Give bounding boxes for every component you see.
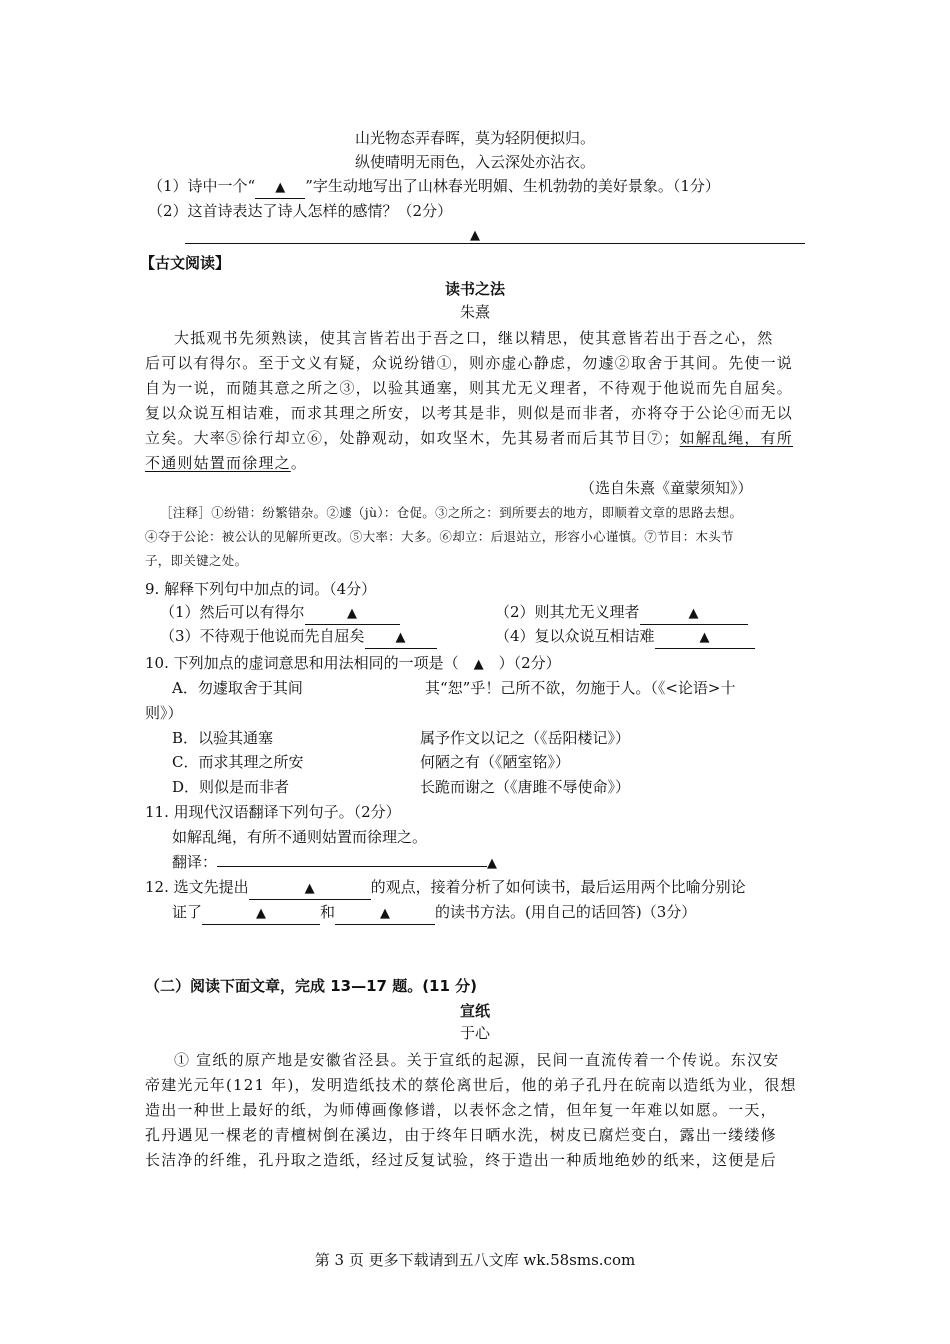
poem-line-1: 山光物态弄春晖，莫为轻阴便拟归。 [354,129,595,147]
classical-para-line-5: 立矣。大率⑤徐行却立⑥，处静观动，如攻坚木，先其易者而后其节目⑦；如解乱绳，有所 [145,429,794,447]
question-9-stem: 9. 解释下列句中加点的词。（4分） [145,580,377,598]
option-b-left: B．以验其通塞 [172,729,274,747]
option-a-wrap: 则》） [145,704,183,722]
question-9-item-2: （2）则其尤无义理者 ▲ [495,602,748,625]
answer-blank[interactable]: ▲ [655,626,755,649]
answer-blank[interactable]: ▲ [202,902,320,925]
answer-marker: ▲ [473,657,484,672]
option-a-left: A．勿遽取舍于其间 [172,679,303,697]
underlined-sentence: 如解乱绳，有所 [679,429,794,447]
article-line-4: 孔丹遇见一棵老的青檀树倒在溪边，由于终年日晒水洗，树皮已腐烂变白，露出一缕缕修 [145,1126,777,1144]
question-11-answer: 翻译： ▲ [172,853,498,871]
question-10-stem: 10. 下列加点的虚词意思和用法相同的一项是（ ▲ ）（2分） [145,653,561,675]
classical-title: 读书之法 [444,280,505,298]
option-c-right: 何陋之有（《陋室铭》） [420,753,571,771]
article-line-5: 长洁净的纤维，孔丹取之造纸，经过反复试验，终于造出一种质地绝妙的纸来，这便是后 [145,1151,777,1169]
section-title: 【古文阅读】 [140,254,231,272]
answer-blank[interactable]: ▲ [335,902,435,925]
annotation-line-1: ［注释］①纷错：纷繁错杂。②遽（jù）：仓促。③之所之：到所要去的地方，即顺着文章的思路去想。 [160,505,743,520]
question-11-stem: 11. 用现代汉语翻译下列句子。（2分） [145,803,401,821]
option-d-right: 长跪而谢之（《唐雎不辱使命》） [420,778,631,796]
question-12-line-1: 12. 选文先提出 ▲ 的观点，接着分析了如何读书，最后运用两个比喻分别论 [145,877,746,900]
part-2-heading: （二）阅读下面文章，完成 13—17 题。(11 分) [145,977,478,995]
question-9-item-1: （1）然后可以有得尔 ▲ [160,602,400,625]
poem-line-2: 纵使晴明无雨色，入云深处亦沾衣。 [354,153,595,171]
article-title: 宣纸 [459,1002,490,1020]
answer-blank[interactable] [217,866,487,867]
classical-author: 朱熹 [459,303,490,321]
poem-question-1: （1）诗中一个“ ▲ ”字生动地写出了山林春光明媚、生机勃勃的美好景象。（1分） [148,176,720,199]
classical-para-line-4: 复以众说互相诘难，而求其理之所安，以考其是非，则似是而非者，亦将夺于公论④而无以 [145,404,794,422]
annotation-line-3: 子，即关键之处。 [145,553,248,568]
question-9-item-3: （3）不待观于他说而先自屈矣 ▲ [160,626,437,649]
article-line-1: ① 宣纸的原产地是安徽省泾县。关于宣纸的起源，民间一直流传着一个传说。东汉安 [174,1051,780,1069]
question-12-line-2: 证了 ▲ 和 ▲ 的读书方法。(用自己的话回答)（3分） [172,902,696,925]
annotation-line-2: ④夺于公论：被公认的见解所更改。⑤大率：大多。⑥却立：后退站立，形容小心谨慎。⑦节目：木头节 [145,529,734,544]
classical-para-line-2: 后可以有得尔。至于文义有疑，众说纷错①，则亦虚心静虑，勿遽②取舍于其间。先使一说 [145,354,794,372]
classical-para-line-1: 大抵观书先须熟读，使其言皆若出于吾之口，继以精思，使其意皆若出于吾之心，然 [174,329,774,347]
answer-blank[interactable]: ▲ [365,626,437,649]
article-author: 于心 [459,1024,490,1042]
classical-para-line-3: 自为一说，而随其意之所之③，以验其通塞，则其尤无义理者，不待观于他说而先自屈矣。 [145,379,794,397]
question-9-item-4: （4）复以众说互相诘难 ▲ [495,626,755,649]
classical-source: （选自朱熹《童蒙须知》） [580,479,753,497]
option-b-right: 属予作文以记之（《岳阳楼记》） [420,729,631,747]
answer-blank[interactable]: ▲ [305,602,400,625]
article-line-3: 造出一种世上最好的纸，为师傅画像修谱，以表怀念之情，但年复一年难以如愿。一天， [145,1101,777,1119]
answer-line[interactable] [185,243,805,244]
answer-marker: ▲ [470,228,480,243]
underlined-sentence: 不通则姑置而徐理之 [145,454,291,472]
page-footer: 第 3 页 更多下载请到五八文库 wk.58sms.com [314,1251,636,1269]
answer-blank[interactable]: ▲ [249,877,371,900]
answer-blank[interactable]: ▲ [640,602,748,625]
question-11-sentence: 如解乱绳，有所不通则姑置而徐理之。 [172,828,428,846]
classical-para-line-6: 不通则姑置而徐理之。 [145,454,308,472]
answer-blank[interactable]: ▲ [255,176,305,199]
answer-marker: ▲ [487,856,498,871]
poem-question-2: （2）这首诗表达了诗人怎样的感情？（2分） [148,202,453,220]
option-d-left: D．则似是而非者 [172,778,290,796]
article-line-2: 帝建光元年(121 年)，发明造纸技术的蔡伦离世后，他的弟子孔丹在皖南以造纸为业，很想 [145,1076,797,1094]
option-a-right: 其“恕”乎！己所不欲，勿施于人。（《<论语>十 [425,679,736,697]
option-c-left: C．而求其理之所安 [172,753,304,771]
